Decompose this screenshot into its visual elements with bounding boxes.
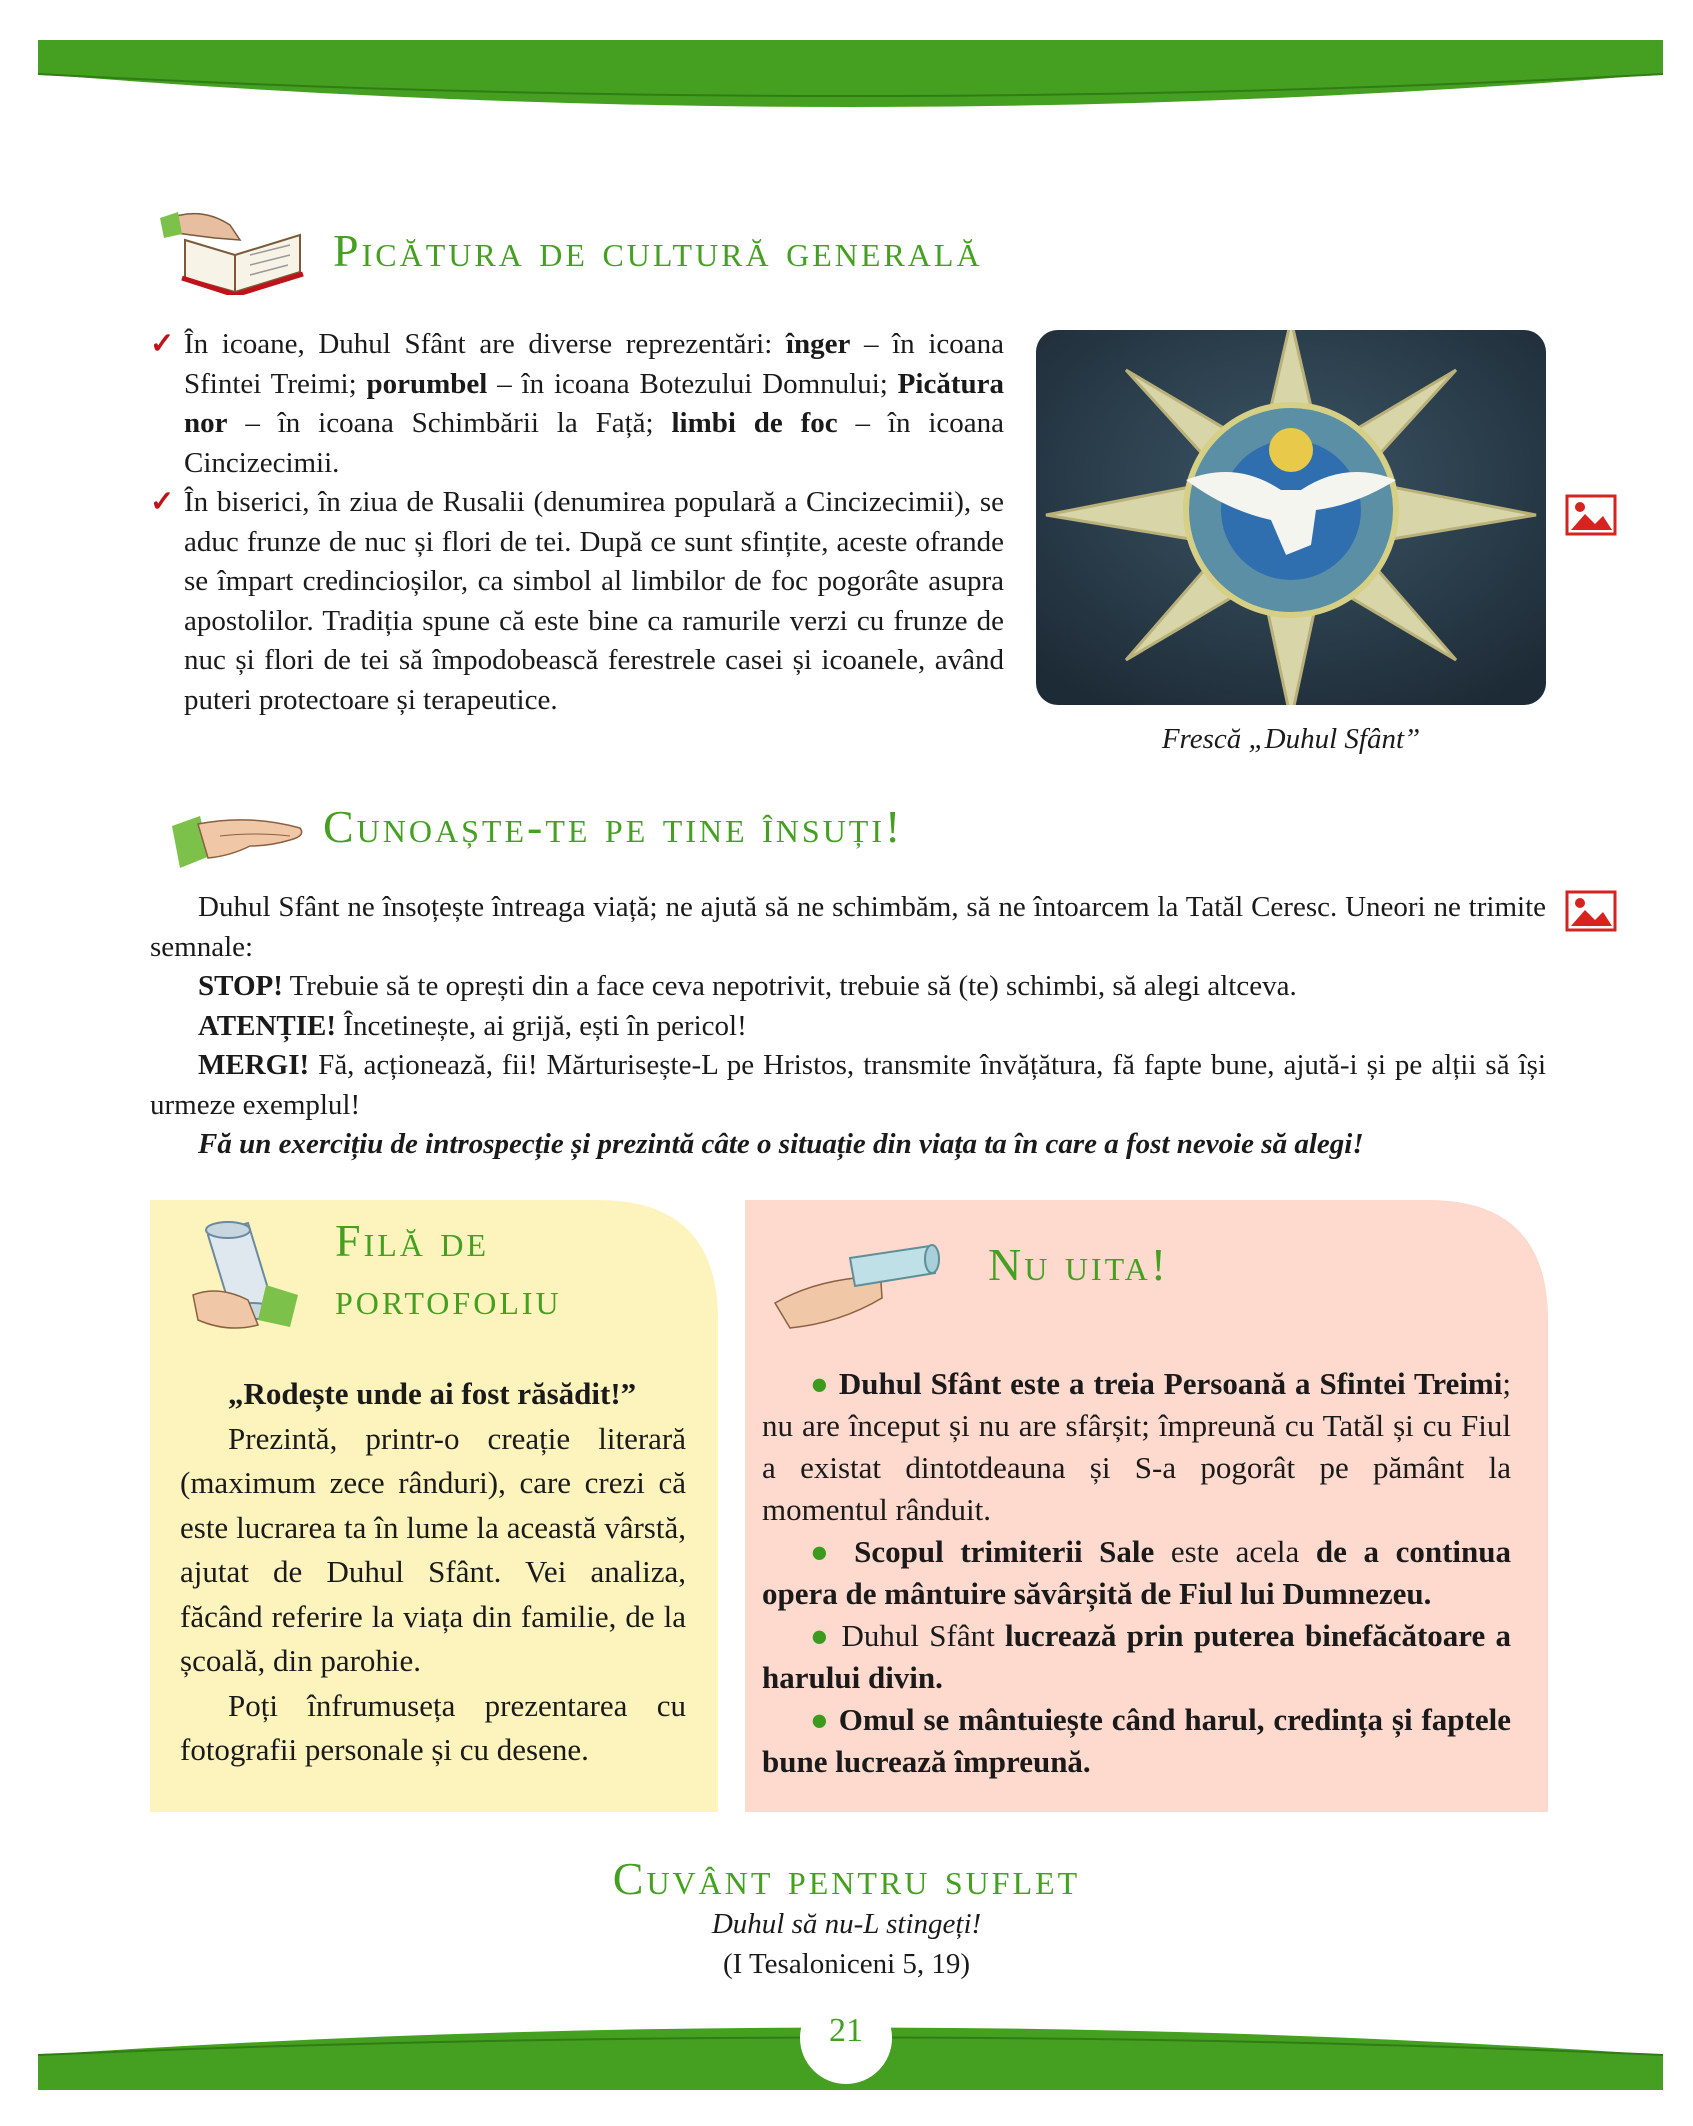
atentie-paragraph: ATENȚIE! Încetinește, ai grijă, ești în pericol! bbox=[198, 1009, 747, 1042]
image-icon[interactable] bbox=[1565, 890, 1617, 932]
cuvant-reference: (I Tesaloniceni 5, 19) bbox=[722, 1948, 971, 1980]
open-hand-icon bbox=[160, 806, 310, 876]
bullet-icon: ● bbox=[810, 1366, 830, 1401]
list-item: ● Omul se mântuiește când harul, credința și faptele bune lucrează împreună. bbox=[762, 1702, 1511, 1779]
portofoliu-text bbox=[180, 1372, 686, 1773]
bullet-icon: ● bbox=[810, 1618, 832, 1653]
portofoliu-title: Filă de portofoliu bbox=[335, 1215, 562, 1324]
list-item: ● Scopul trimiterii Sale este acela de a continua opera de mântuire săvârșită de Fiul lui Dumnezeu. bbox=[762, 1534, 1511, 1611]
bottom-banner bbox=[0, 1990, 1693, 2126]
portofoliu-quote: „Rodește unde ai fost răsădit!” bbox=[228, 1376, 637, 1411]
checkmark-icon: ✓ bbox=[150, 328, 175, 360]
portofoliu-paragraph: Prezintă, printr-o creație literară (maximum zece rânduri), care crezi că este lucrarea ta în lume la această vârstă, ajutat de Duhul Sfânt. Vei analiza, făcând referire la viața din familie, de la școală, din parohie. bbox=[180, 1420, 686, 1678]
cuvant-title: Cuvânt pentru suflet bbox=[612, 1853, 1081, 1904]
list-item: ✓ În biserici, în ziua de Rusalii (denumirea populară a Cincizecimii), se aduc frunze de nuc și flori de tei. După ce sunt sfințite, aceste ofrande se împart credincioșilor, ca simbol al limbilor de foc pogorâte asupra apostolilor. Tradiția spune că este bine ca ramurile verzi cu frunze de nuc și flori de tei să împodobească ferestrele casei și icoanele, având puteri protectoare și terapeutice. bbox=[184, 483, 1004, 720]
fresco-caption: Frescă „Duhul Sfânt” bbox=[1161, 723, 1421, 755]
scroll-hand-icon bbox=[178, 1215, 303, 1335]
book-hand-icon bbox=[160, 200, 310, 295]
page-number: 21 bbox=[829, 2012, 863, 2049]
intro-paragraph: Duhul Sfânt ne însoțește întreaga viață; ne ajută să ne schimbăm, să ne întoarcem la Tatăl Ceresc. Uneori ne trimite semnale: bbox=[150, 891, 1546, 963]
list-item: ✓ În icoane, Duhul Sfânt are diverse reprezentări: înger – în icoana Sfintei Treimi; porumbel – în icoana Botezului Domnului; Picătura nor – în icoana Schimbării la Față; limbi de foc – în icoana Cincizecimii. bbox=[184, 325, 1004, 483]
section2-body bbox=[150, 888, 1546, 1165]
image-icon[interactable] bbox=[1565, 494, 1617, 536]
list-item: ● Duhul Sfânt lucrează prin puterea binefăcătoare a harului divin. bbox=[762, 1618, 1512, 1695]
mergi-paragraph: MERGI! Fă, acționează, fii! Mărturisește-L pe Hristos, transmite învățătura, fă fapte bune, ajută-i și pe alții să își urmeze exemplul! bbox=[150, 1049, 1546, 1121]
portofoliu-paragraph: Poți înfrumuseța prezentarea cu fotografii personale și cu desene. bbox=[180, 1687, 686, 1767]
task-paragraph: Fă un exercițiu de introspecție și prezintă câte o situație din viața ta în care a fost nevoie să alegi! bbox=[198, 1128, 1364, 1160]
checkmark-icon: ✓ bbox=[150, 486, 175, 518]
cuvant-verse: Duhul să nu-L stingeți! bbox=[711, 1908, 982, 1940]
bullet-icon: ● bbox=[810, 1702, 830, 1737]
top-banner bbox=[0, 0, 1693, 130]
nu-uita-title: Nu uita! bbox=[988, 1239, 1170, 1290]
section1-title: Picătura de cultură generală bbox=[333, 225, 983, 276]
section2-title: Cunoaște-te pe tine însuți! bbox=[323, 801, 904, 852]
list-item: ● Duhul Sfânt este a treia Persoană a Sfintei Treimi; nu are început și nu are sfârșit; împreună cu Tatăl și cu Fiul a existat dintotdeauna și S-a pogorât pe pământ la momentul rânduit. bbox=[762, 1366, 1511, 1527]
scroll-hand-icon bbox=[770, 1228, 945, 1333]
fresco-image bbox=[1036, 330, 1546, 705]
nu-uita-text bbox=[762, 1363, 1511, 1783]
stop-paragraph: STOP! Trebuie să te oprești din a face ceva nepotrivit, trebuie să (te) schimbi, să alegi altceva. bbox=[198, 970, 1297, 1002]
bullet-icon: ● bbox=[810, 1534, 838, 1569]
section1-list bbox=[150, 325, 1004, 720]
